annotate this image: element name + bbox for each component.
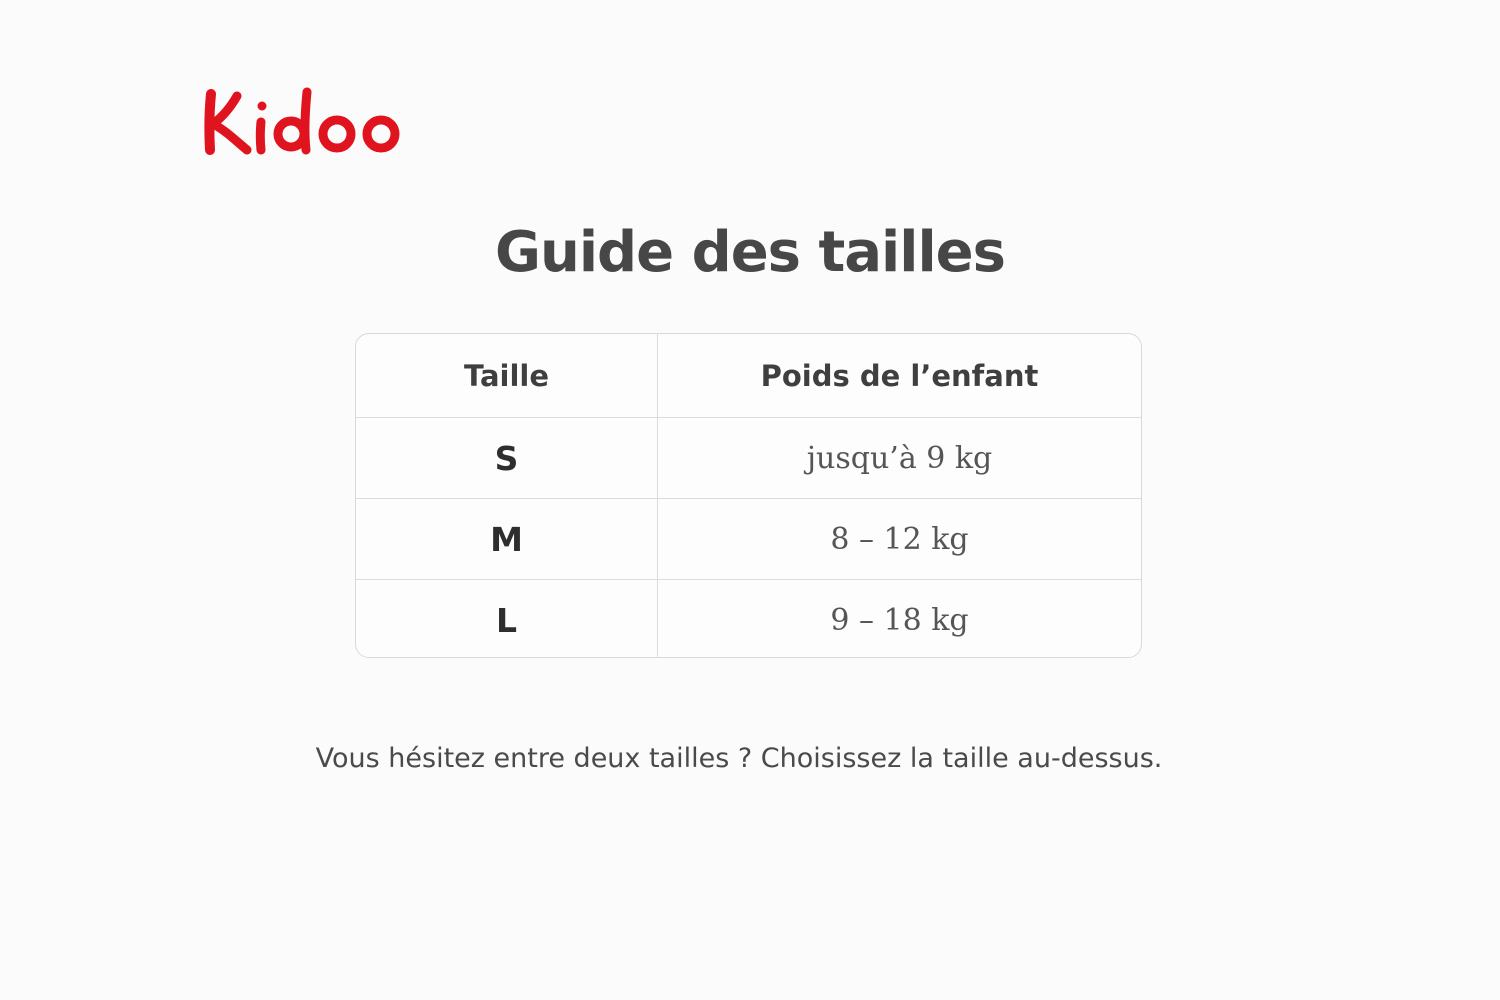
table-row xyxy=(356,580,1141,659)
size-table xyxy=(355,333,1142,658)
weight-cell: 8 – 12 kg xyxy=(658,499,1142,580)
size-cell: M xyxy=(356,499,658,580)
page-title: Guide des tailles xyxy=(495,220,1005,285)
weight-cell: jusqu’à 9 kg xyxy=(658,418,1142,499)
column-header-size: Taille xyxy=(356,334,658,418)
table-header-row xyxy=(356,334,1141,418)
size-cell: S xyxy=(356,418,658,499)
size-advice-note: Vous hésitez entre deux tailles ? Choisissez la taille au-dessus. xyxy=(315,743,1163,774)
brand-logo xyxy=(203,80,413,160)
weight-cell: 9 – 18 kg xyxy=(830,602,969,638)
size-cell: L xyxy=(356,580,658,659)
table-row xyxy=(356,418,1141,499)
table-row xyxy=(356,499,1141,580)
column-header-weight: Poids de l’enfant xyxy=(658,334,1142,418)
